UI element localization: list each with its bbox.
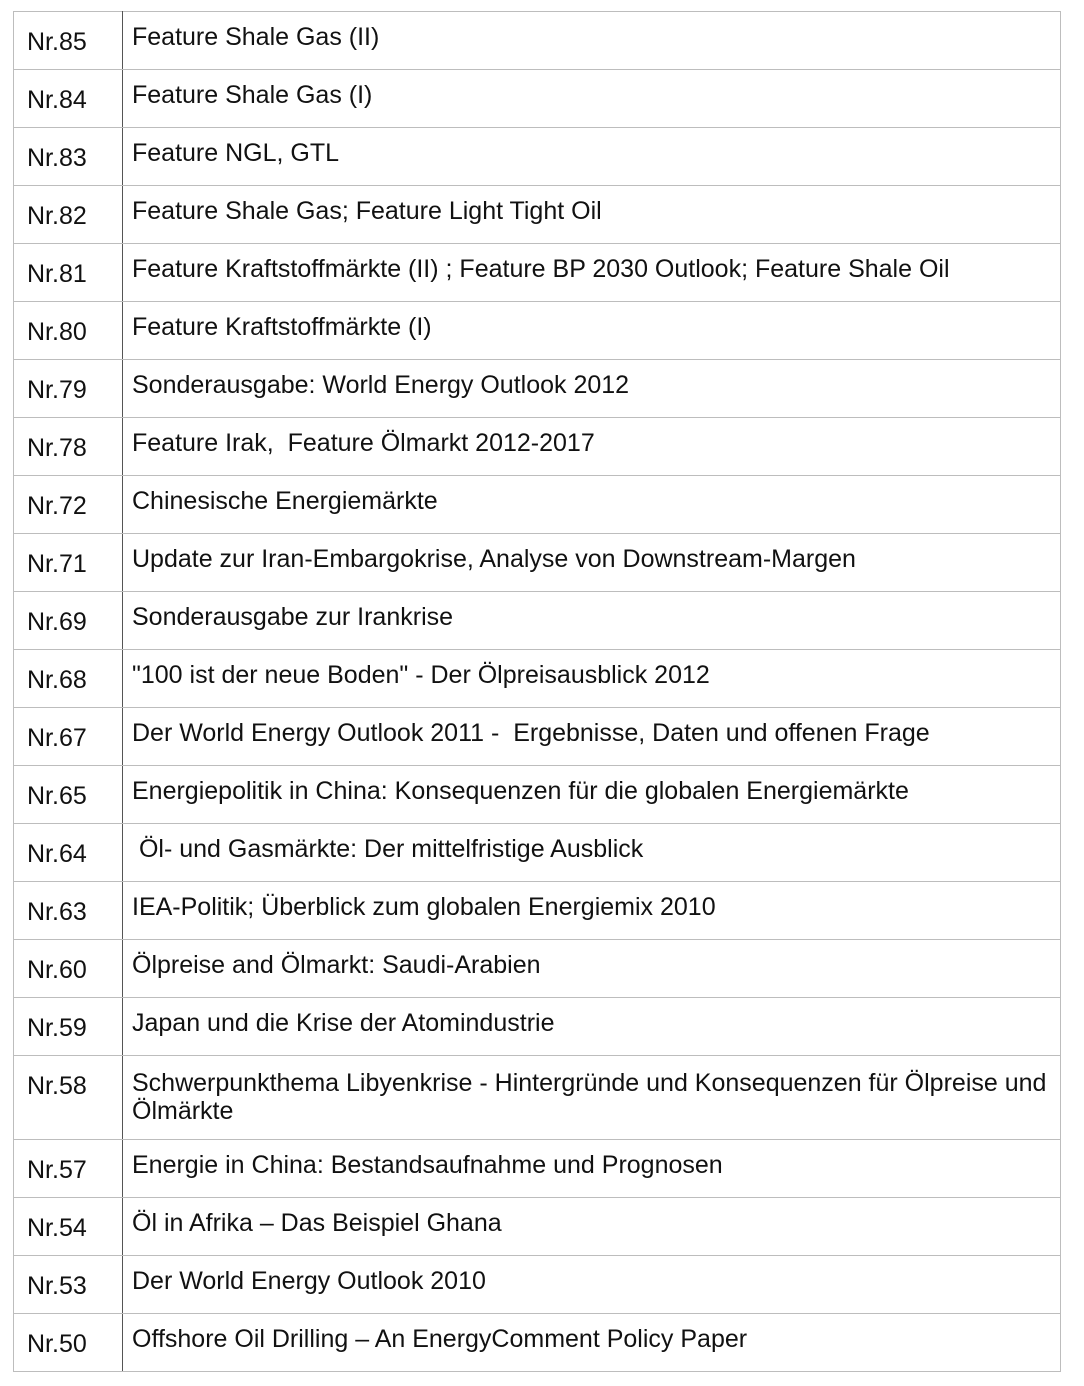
- issue-title: Sonderausgabe: World Energy Outlook 2012: [123, 360, 1061, 418]
- issue-number: Nr.78: [14, 418, 123, 476]
- issue-number: Nr.85: [14, 12, 123, 70]
- issue-number: Nr.60: [14, 940, 123, 998]
- table-row: [14, 940, 1061, 998]
- issue-number: Nr.54: [14, 1198, 123, 1256]
- issue-number: Nr.67: [14, 708, 123, 766]
- issue-title: Feature Kraftstoffmärkte (II) ; Feature BP 2030 Outlook; Feature Shale Oil: [123, 244, 1061, 302]
- issue-title: Energiepolitik in China: Konsequenzen für die globalen Energiemärkte: [123, 766, 1061, 824]
- table-row: [14, 1256, 1061, 1314]
- issue-title: IEA-Politik; Überblick zum globalen Energiemix 2010: [123, 882, 1061, 940]
- table-row: [14, 592, 1061, 650]
- table-row: [14, 12, 1061, 70]
- issue-title: Feature Kraftstoffmärkte (I): [123, 302, 1061, 360]
- issue-title: Feature Shale Gas; Feature Light Tight Oil: [123, 186, 1061, 244]
- table-row: [14, 418, 1061, 476]
- issue-number: Nr.64: [14, 824, 123, 882]
- issue-title: "100 ist der neue Boden" - Der Ölpreisausblick 2012: [123, 650, 1061, 708]
- issue-number: Nr.69: [14, 592, 123, 650]
- issue-number: Nr.63: [14, 882, 123, 940]
- table-row: [14, 244, 1061, 302]
- table-row: [14, 1198, 1061, 1256]
- issue-number: Nr.82: [14, 186, 123, 244]
- issue-title: Schwerpunkthema Libyenkrise - Hintergründe und Konsequenzen für Ölpreise und Ölmärkte: [123, 1056, 1061, 1140]
- issue-number: Nr.72: [14, 476, 123, 534]
- table-row: [14, 1056, 1061, 1140]
- table-row: [14, 882, 1061, 940]
- issue-title: Feature Shale Gas (II): [123, 12, 1061, 70]
- issue-title: Feature Irak, Feature Ölmarkt 2012-2017: [123, 418, 1061, 476]
- table-row: [14, 128, 1061, 186]
- issue-number: Nr.59: [14, 998, 123, 1056]
- issue-title: Japan und die Krise der Atomindustrie: [123, 998, 1061, 1056]
- issue-title: Öl in Afrika – Das Beispiel Ghana: [123, 1198, 1061, 1256]
- table-row: [14, 650, 1061, 708]
- issue-title: Ölpreise and Ölmarkt: Saudi-Arabien: [123, 940, 1061, 998]
- issue-title: Chinesische Energiemärkte: [123, 476, 1061, 534]
- issue-number: Nr.71: [14, 534, 123, 592]
- issue-number: Nr.57: [14, 1140, 123, 1198]
- publications-table-body: [14, 12, 1061, 1372]
- table-row: [14, 360, 1061, 418]
- table-row: [14, 302, 1061, 360]
- issue-title: Der World Energy Outlook 2010: [123, 1256, 1061, 1314]
- table-row: [14, 824, 1061, 882]
- issue-number: Nr.83: [14, 128, 123, 186]
- issue-title: Öl- und Gasmärkte: Der mittelfristige Ausblick: [123, 824, 1061, 882]
- issue-number: Nr.50: [14, 1314, 123, 1372]
- table-row: [14, 476, 1061, 534]
- issue-number: Nr.58: [14, 1056, 123, 1140]
- issue-number: Nr.81: [14, 244, 123, 302]
- table-row: [14, 1314, 1061, 1372]
- issue-number: Nr.84: [14, 70, 123, 128]
- table-row: [14, 766, 1061, 824]
- issue-number: Nr.80: [14, 302, 123, 360]
- issue-title: Feature NGL, GTL: [123, 128, 1061, 186]
- issue-title: Der World Energy Outlook 2011 - Ergebnisse, Daten und offenen Frage: [123, 708, 1061, 766]
- issue-title: Energie in China: Bestandsaufnahme und Prognosen: [123, 1140, 1061, 1198]
- table-row: [14, 186, 1061, 244]
- table-row: [14, 708, 1061, 766]
- issue-title: Offshore Oil Drilling – An EnergyComment Policy Paper: [123, 1314, 1061, 1372]
- issue-number: Nr.68: [14, 650, 123, 708]
- issue-number: Nr.65: [14, 766, 123, 824]
- table-row: [14, 70, 1061, 128]
- table-row: [14, 534, 1061, 592]
- table-row: [14, 998, 1061, 1056]
- issue-title: Feature Shale Gas (I): [123, 70, 1061, 128]
- issue-title: Sonderausgabe zur Irankrise: [123, 592, 1061, 650]
- issue-number: Nr.53: [14, 1256, 123, 1314]
- publications-table: [13, 11, 1061, 1372]
- issue-number: Nr.79: [14, 360, 123, 418]
- issue-title: Update zur Iran-Embargokrise, Analyse von Downstream-Margen: [123, 534, 1061, 592]
- table-row: [14, 1140, 1061, 1198]
